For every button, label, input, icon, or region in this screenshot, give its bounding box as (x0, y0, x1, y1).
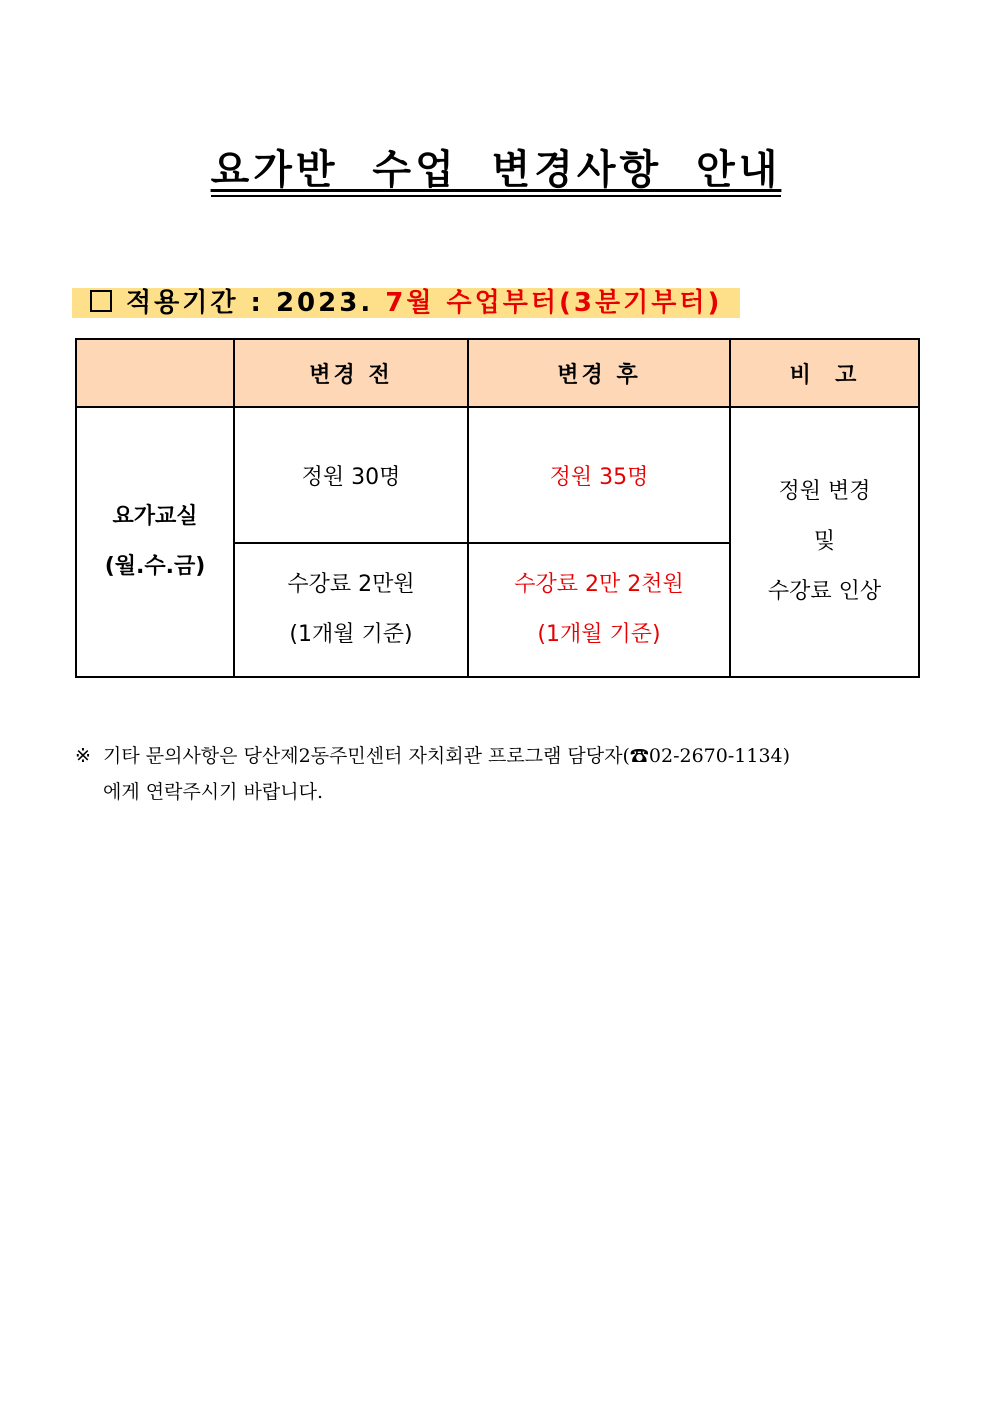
row-header-yoga (76, 407, 234, 677)
changes-table (75, 338, 920, 678)
remark-line1: 정원 변경 (778, 479, 871, 504)
table-row (76, 407, 919, 543)
remark-cell (730, 407, 919, 677)
row-header-line2: (월.수.금) (104, 554, 206, 579)
remark-line3: 수강료 인상 (767, 579, 882, 604)
header-remark: 비 고 (730, 339, 919, 407)
note-line2: 에게 연락주시기 바랍니다. (103, 781, 324, 803)
fee-before (234, 543, 468, 677)
header-empty (76, 339, 234, 407)
fee-before-line1: 수강료 2만원 (287, 572, 415, 597)
header-after: 변경 후 (468, 339, 730, 407)
applicable-period (72, 288, 740, 318)
capacity-before: 정원 30명 (234, 407, 468, 543)
contact-note (75, 738, 935, 810)
reference-mark: ※ (75, 745, 91, 767)
fee-before-line2: (1개월 기준) (289, 622, 413, 647)
table-header-row (76, 339, 919, 407)
period-label: 적용기간 : 2023. (126, 288, 374, 318)
page-title: 요가반 수업 변경사항 안내 (211, 147, 782, 197)
fee-after-line1: 수강료 2만 2천원 (514, 572, 684, 597)
note-line1-wrap (75, 738, 935, 774)
period-highlight (72, 288, 740, 318)
checkbox-square-icon (90, 290, 112, 312)
row-header-line1: 요가교실 (112, 504, 198, 529)
remark-line2: 및 (813, 529, 836, 554)
note-line1: 기타 문의사항은 당산제2동주민센터 자치회관 프로그램 담당자(☎02-2670-1134) (103, 745, 791, 767)
header-before: 변경 전 (234, 339, 468, 407)
page-title-wrap (0, 138, 992, 195)
fee-after (468, 543, 730, 677)
capacity-after: 정원 35명 (468, 407, 730, 543)
period-value: 7월 수업부터(3분기부터) (385, 288, 723, 318)
fee-after-line2: (1개월 기준) (537, 622, 661, 647)
